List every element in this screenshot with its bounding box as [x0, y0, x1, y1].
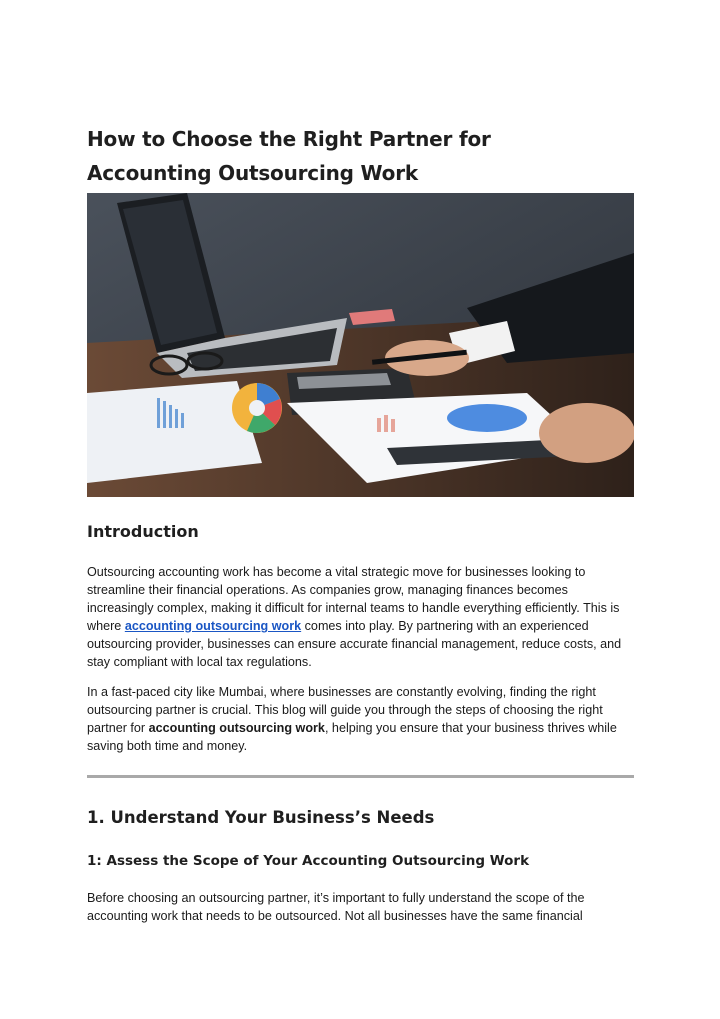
- intro-p2-text-b: , helping you ensure that your business thrives while saving both time and money.: [87, 721, 617, 753]
- title-line-2: Accounting Outsourcing Work: [87, 161, 418, 185]
- hero-illustration: [87, 193, 634, 497]
- section-1-subheading: 1: Assess the Scope of Your Accounting Outsourcing Work: [87, 853, 530, 869]
- introduction-paragraph-1: [87, 563, 634, 671]
- intro-p2-bold-term: accounting outsourcing work: [148, 721, 325, 735]
- intro-p2-text-a: In a fast-paced city like Mumbai, where businesses are constantly evolving, finding the right outsourcing partner is crucial. This blog will guide you through the steps of choosing the right partner for: [87, 685, 603, 735]
- hero-image: [87, 193, 634, 497]
- introduction-heading: Introduction: [87, 522, 199, 541]
- section-1-heading: 1. Understand Your Business’s Needs: [87, 808, 435, 827]
- intro-p1-text-a: Outsourcing accounting work has become a vital strategic move for businesses looking to streamline their financial operations. As companies grow, managing finances becomes increasingly complex, making it difficult for internal teams to handle everything efficiently. This is where: [87, 565, 620, 633]
- title-line-1: How to Choose the Right Partner for: [87, 127, 491, 151]
- page-title: [87, 122, 634, 190]
- intro-p1-text-b: comes into play. By partnering with an experienced outsourcing provider, businesses can ensure accurate financial management, reduce costs, and stay compliant with local tax regulations.: [87, 619, 622, 669]
- section-1-paragraph: Before choosing an outsourcing partner, it’s important to fully understand the scope of the accounting work that needs to be outsourced. Not all businesses have the same financial: [87, 891, 585, 923]
- introduction-paragraph-2: [87, 683, 634, 755]
- section-divider: [87, 775, 634, 778]
- accounting-outsourcing-link[interactable]: accounting outsourcing work: [124, 619, 302, 633]
